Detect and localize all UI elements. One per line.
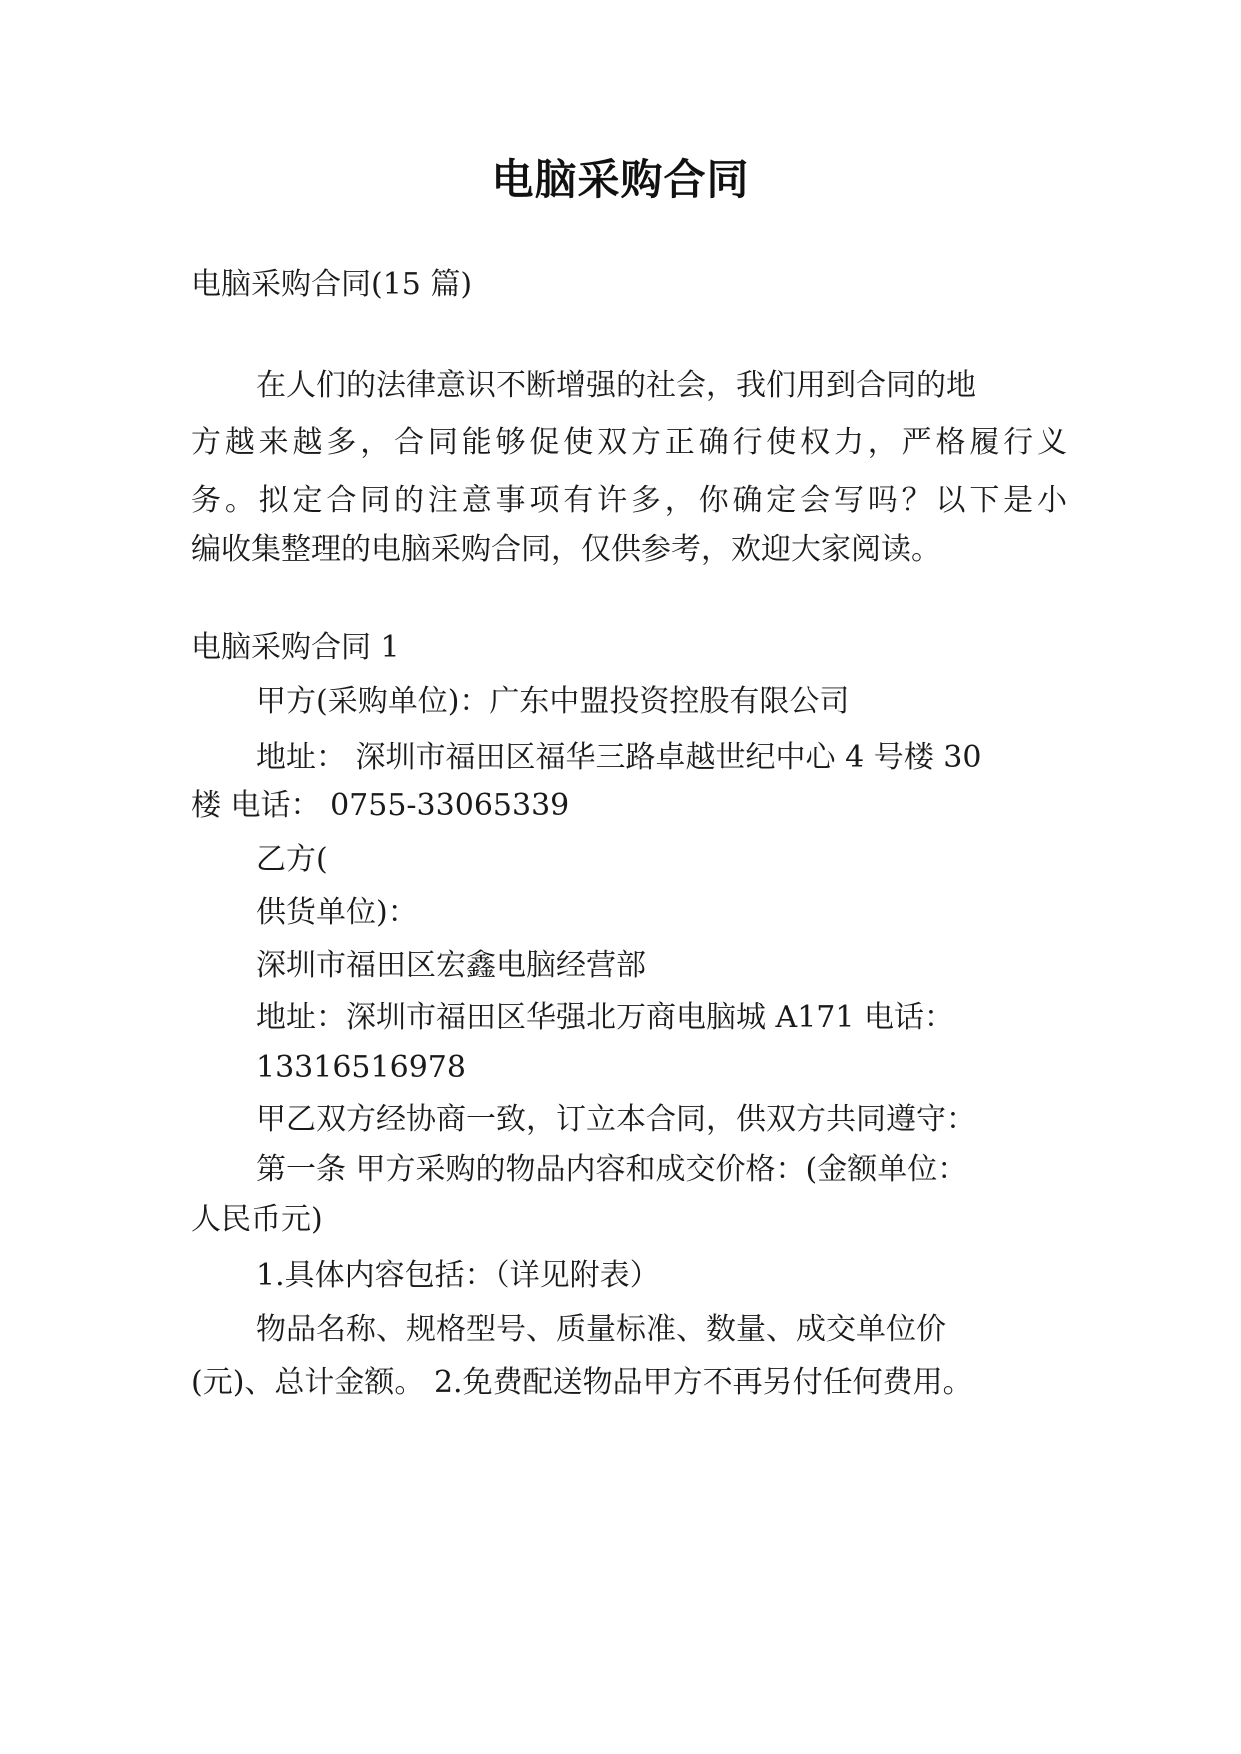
document-subtitle: 电脑采购合同(15 篇) [191,267,473,302]
intro-line: 编收集整理的电脑采购合同，仅供参考，欢迎大家阅读。 [191,532,941,567]
party-b-address: 地址：深圳市福田区华强北万商电脑城 A171 电话： [256,1000,954,1035]
intro-line: 在人们的法律意识不断增强的社会，我们用到合同的地 [256,368,976,403]
intro-line: 方越来越多，合同能够促使双方正确行使权力，严格履行义 [191,425,1067,460]
party-a-line: 甲方(采购单位)：广东中盟投资控股有限公司 [256,684,850,719]
party-b-name: 深圳市福田区宏鑫电脑经营部 [256,948,646,983]
party-a-address: 地址： 深圳市福田区福华三路卓越世纪中心 4 号楼 30 [256,740,982,775]
party-b-phone: 13316516978 [256,1050,466,1085]
agreement-line: 甲乙双方经协商一致，订立本合同，供双方共同遵守： [256,1102,976,1137]
document-title: 电脑采购合同 [491,155,750,204]
intro-line: 务。拟定合同的注意事项有许多，你确定会写吗？以下是小 [191,483,1067,518]
party-b-line: 乙方( [256,842,328,877]
item-one-line: 1.具体内容包括：（详见附表） [256,1258,660,1293]
party-a-phone: 楼 电话： 0755-33065339 [191,788,570,823]
party-b-line: 供货单位)： [256,895,418,930]
item-details-line: (元)、总计金额。 2.免费配送物品甲方不再另付任何费用。 [191,1365,973,1400]
item-details-line: 物品名称、规格型号、质量标准、数量、成交单位价 [256,1312,946,1347]
article-one-line: 人民币元) [191,1202,323,1237]
article-one-line: 第一条 甲方采购的物品内容和成交价格：(金额单位： [256,1152,968,1187]
section-heading: 电脑采购合同 1 [191,630,400,665]
